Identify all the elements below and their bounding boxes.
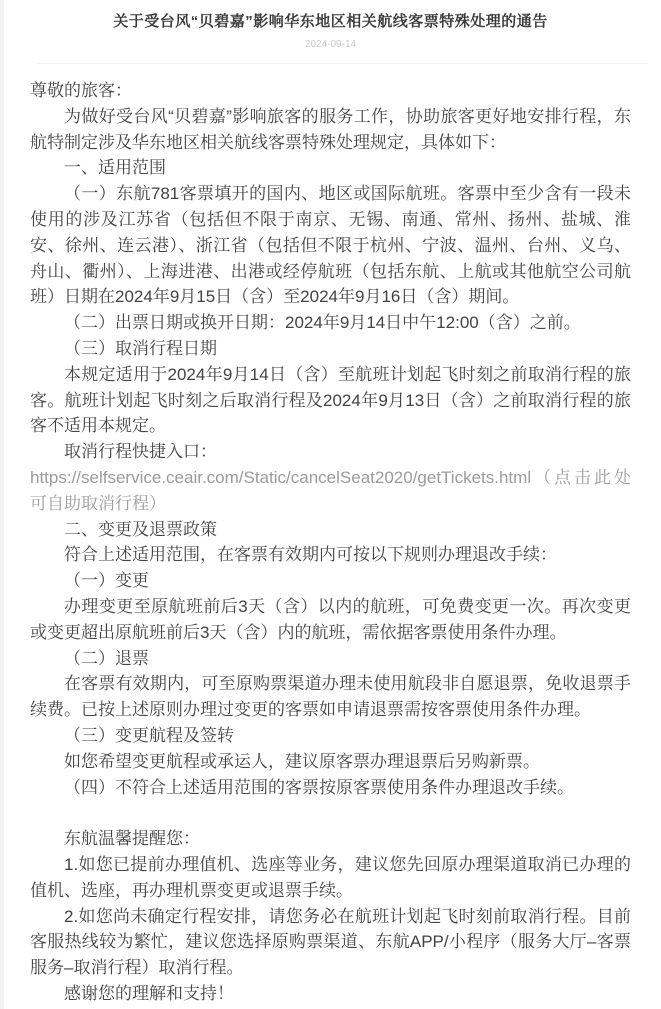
- article-paragraph: （二）退票: [64, 648, 149, 668]
- notice-header: [0, 0, 661, 50]
- notice-title: 关于受台风“贝碧嘉”影响华东地区相关航线客票特殊处理的通告: [113, 13, 548, 30]
- notice-body: [0, 64, 661, 1007]
- article-paragraph: （三）取消行程日期: [64, 338, 217, 358]
- article-paragraph: （三）变更航程及签转: [64, 725, 234, 745]
- cancel-trip-link[interactable]: https://selfservice.ceair.com/Static/cancelSeat2020/getTickets.html（点击此处可自助取消行程）: [30, 467, 631, 513]
- notice-date: 2024-09-14: [304, 39, 357, 50]
- article-paragraph: 2.如您尚未确定行程安排，请您务必在航班计划起飞时刻前取消行程。目前客服热线较为繁忙，建议您选择原购票渠道、东航APP/小程序（服务大厅–客票服务–取消行程）取消行程。: [30, 906, 631, 978]
- article-paragraph: （四）不符合上述适用范围的客票按原客票使用条件办理退改手续。: [64, 777, 574, 797]
- article-paragraph: 尊敬的旅客：: [30, 81, 132, 100]
- article-paragraph: 一、适用范围: [64, 158, 166, 178]
- article-paragraph: 取消行程快捷入口：: [64, 442, 217, 462]
- article-paragraph: 在客票有效期内，可至原购票渠道办理未使用航段非自愿退票，免收退票手续费。已按上述原则办理过变更的客票如申请退票需按客票使用条件办理。: [30, 674, 631, 720]
- article-paragraph: [30, 800, 631, 826]
- page-edge: [0, 0, 4, 1009]
- article-paragraph: （一）变更: [64, 571, 149, 591]
- article-paragraph: （一）东航781客票填开的国内、地区或国际航班。客票中至少含有一段未使用的涉及江苏省（包括但不限于南京、无锡、南通、常州、扬州、盐城、淮安、徐州、连云港）、浙江省（包括但不限于杭州、宁波、温州、台州、义乌、舟山、衢州）、上海进港、出港或经停航班（包括东航、上航或其他航空公司航班）日期在2024年9月15日（含）至2024年9月16日（含）期间。: [30, 184, 631, 307]
- article-paragraph: 二、变更及退票政策: [64, 519, 217, 539]
- article-paragraph: 本规定适用于2024年9月14日（含）至航班计划起飞时刻之前取消行程的旅客。航班计划起飞时刻之后取消行程及2024年9月13日（含）之前取消行程的旅客不适用本规定。: [30, 364, 631, 436]
- article-paragraph: （二）出票日期或换开日期：2024年9月14日中午12:00（含）之前。: [64, 313, 581, 333]
- article-paragraph: 为做好受台风“贝碧嘉”影响旅客的服务工作，协助旅客更好地安排行程，东航特制定涉及华东地区相关航线客票特殊处理规定，具体如下：: [30, 106, 631, 152]
- article-paragraph: 感谢您的理解和支持！: [64, 983, 234, 1003]
- article-paragraph: 办理变更至原航班前后3天（含）以内的航班，可免费变更一次。再次变更或变更超出原航班前后3天（含）内的航班，需依据客票使用条件办理。: [30, 596, 631, 642]
- article-paragraph: 符合上述适用范围，在客票有效期内可按以下规则办理退改手续：: [64, 545, 557, 565]
- article-paragraph: 东航温馨提醒您：: [64, 829, 200, 849]
- article-paragraph: 如您希望变更航程或承运人，建议原客票办理退票后另购新票。: [64, 751, 540, 771]
- article-paragraph: 1.如您已提前办理值机、选座等业务，建议您先回原办理渠道取消已办理的值机、选座，再办理机票变更或退票手续。: [30, 854, 631, 900]
